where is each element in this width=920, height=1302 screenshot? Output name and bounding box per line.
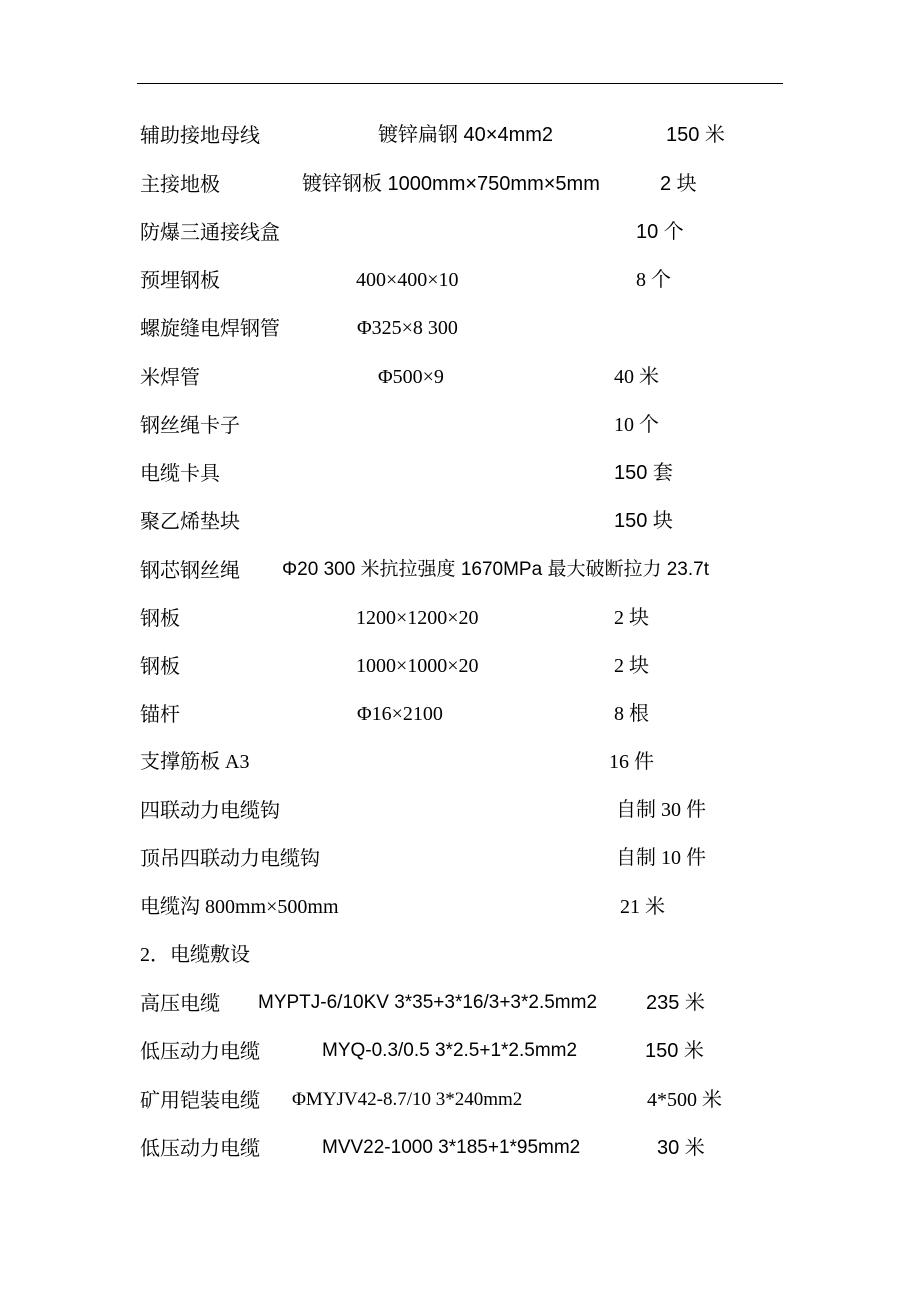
item-spec: Φ325×8 300 [357,317,458,339]
item-qty: 40 米 [614,366,659,388]
list-item [0,747,920,777]
list-item [0,120,920,150]
item-name: 米焊管 [140,365,200,389]
list-item [0,1036,920,1066]
item-qty: 235 米 [646,992,705,1014]
item-spec: MYQ-0.3/0.5 3*2.5+1*2.5mm2 [322,1040,578,1061]
list-item [0,217,920,247]
item-name: 预埋钢板 [140,268,220,292]
item-qty: 2 块 [660,173,697,195]
item-name: 钢板 [140,606,180,630]
list-item [0,699,920,729]
list-item [0,555,920,585]
item-qty: 10 个 [636,221,684,243]
item-name: 电缆卡具 [140,461,220,485]
list-item [0,1085,920,1115]
item-name: 钢丝绳卡子 [140,413,240,437]
item-name: 辅助接地母线 [140,123,260,147]
item-qty: 自制 30 件 [616,799,706,821]
list-item [0,843,920,873]
item-name: 钢板 [140,654,180,678]
item-name: 主接地极 [140,172,220,196]
item-spec: MVV22-1000 3*185+1*95mm2 [322,1137,581,1158]
list-item [0,410,920,440]
item-name: 矿用铠装电缆 [140,1088,260,1112]
item-name: 电缆沟 800mm×500mm [140,896,339,918]
item-name: 四联动力电缆钩 [140,798,280,822]
item-name: 螺旋缝电焊钢管 [140,316,280,340]
item-qty: 150 块 [614,510,673,532]
item-qty: 16 件 [609,751,654,773]
item-spec: 400×400×10 [356,269,459,291]
item-name: 锚杆 [140,702,180,726]
header-rule [137,83,783,84]
item-name: 顶吊四联动力电缆钩 [140,846,320,870]
item-qty: 150 米 [666,124,725,146]
item-name: 聚乙烯垫块 [140,509,240,533]
item-qty: 8 根 [614,703,649,725]
item-qty: 21 米 [620,896,665,918]
item-spec: 镀锌钢板 1000mm×750mm×5mm [302,173,600,195]
item-qty: 150 米 [645,1040,704,1062]
list-item [0,988,920,1018]
list-item [0,265,920,295]
item-spec: Φ20 300 米抗拉强度 1670MPa 最大破断拉力 23.7t [282,559,709,580]
item-qty: 2 块 [614,655,649,677]
item-qty: 8 个 [636,269,671,291]
list-item [0,892,920,922]
list-item [0,506,920,536]
list-item [0,362,920,392]
item-spec: ΦMYJV42-8.7/10 3*240mm2 [292,1089,523,1110]
item-spec: Φ16×2100 [357,703,443,725]
item-name: 低压动力电缆 [140,1136,260,1160]
item-name: 高压电缆 [140,991,220,1015]
item-qty: 2 块 [614,607,649,629]
section-title: 2．电缆敷设 [140,944,250,966]
item-spec: Φ500×9 [378,366,444,388]
item-qty: 30 米 [657,1137,705,1159]
list-item [0,603,920,633]
item-qty: 150 套 [614,462,673,484]
list-item [0,651,920,681]
list-item [0,313,920,343]
item-spec: 1200×1200×20 [356,607,479,629]
item-spec: 镀锌扁钢 40×4mm2 [378,124,554,146]
list-item [0,1133,920,1163]
item-name: 支撑筋板 A3 [140,751,250,773]
item-spec: MYPTJ-6/10KV 3*35+3*16/3+3*2.5mm2 [258,992,598,1013]
item-qty: 4*500 米 [647,1089,722,1111]
list-item [0,169,920,199]
item-name: 钢芯钢丝绳 [140,558,240,582]
list-item [0,795,920,825]
section-heading [0,940,920,970]
list-item [0,458,920,488]
item-spec: 1000×1000×20 [356,655,479,677]
item-qty: 自制 10 件 [616,847,706,869]
item-name: 低压动力电缆 [140,1039,260,1063]
item-name: 防爆三通接线盒 [140,220,280,244]
item-qty: 10 个 [614,414,659,436]
